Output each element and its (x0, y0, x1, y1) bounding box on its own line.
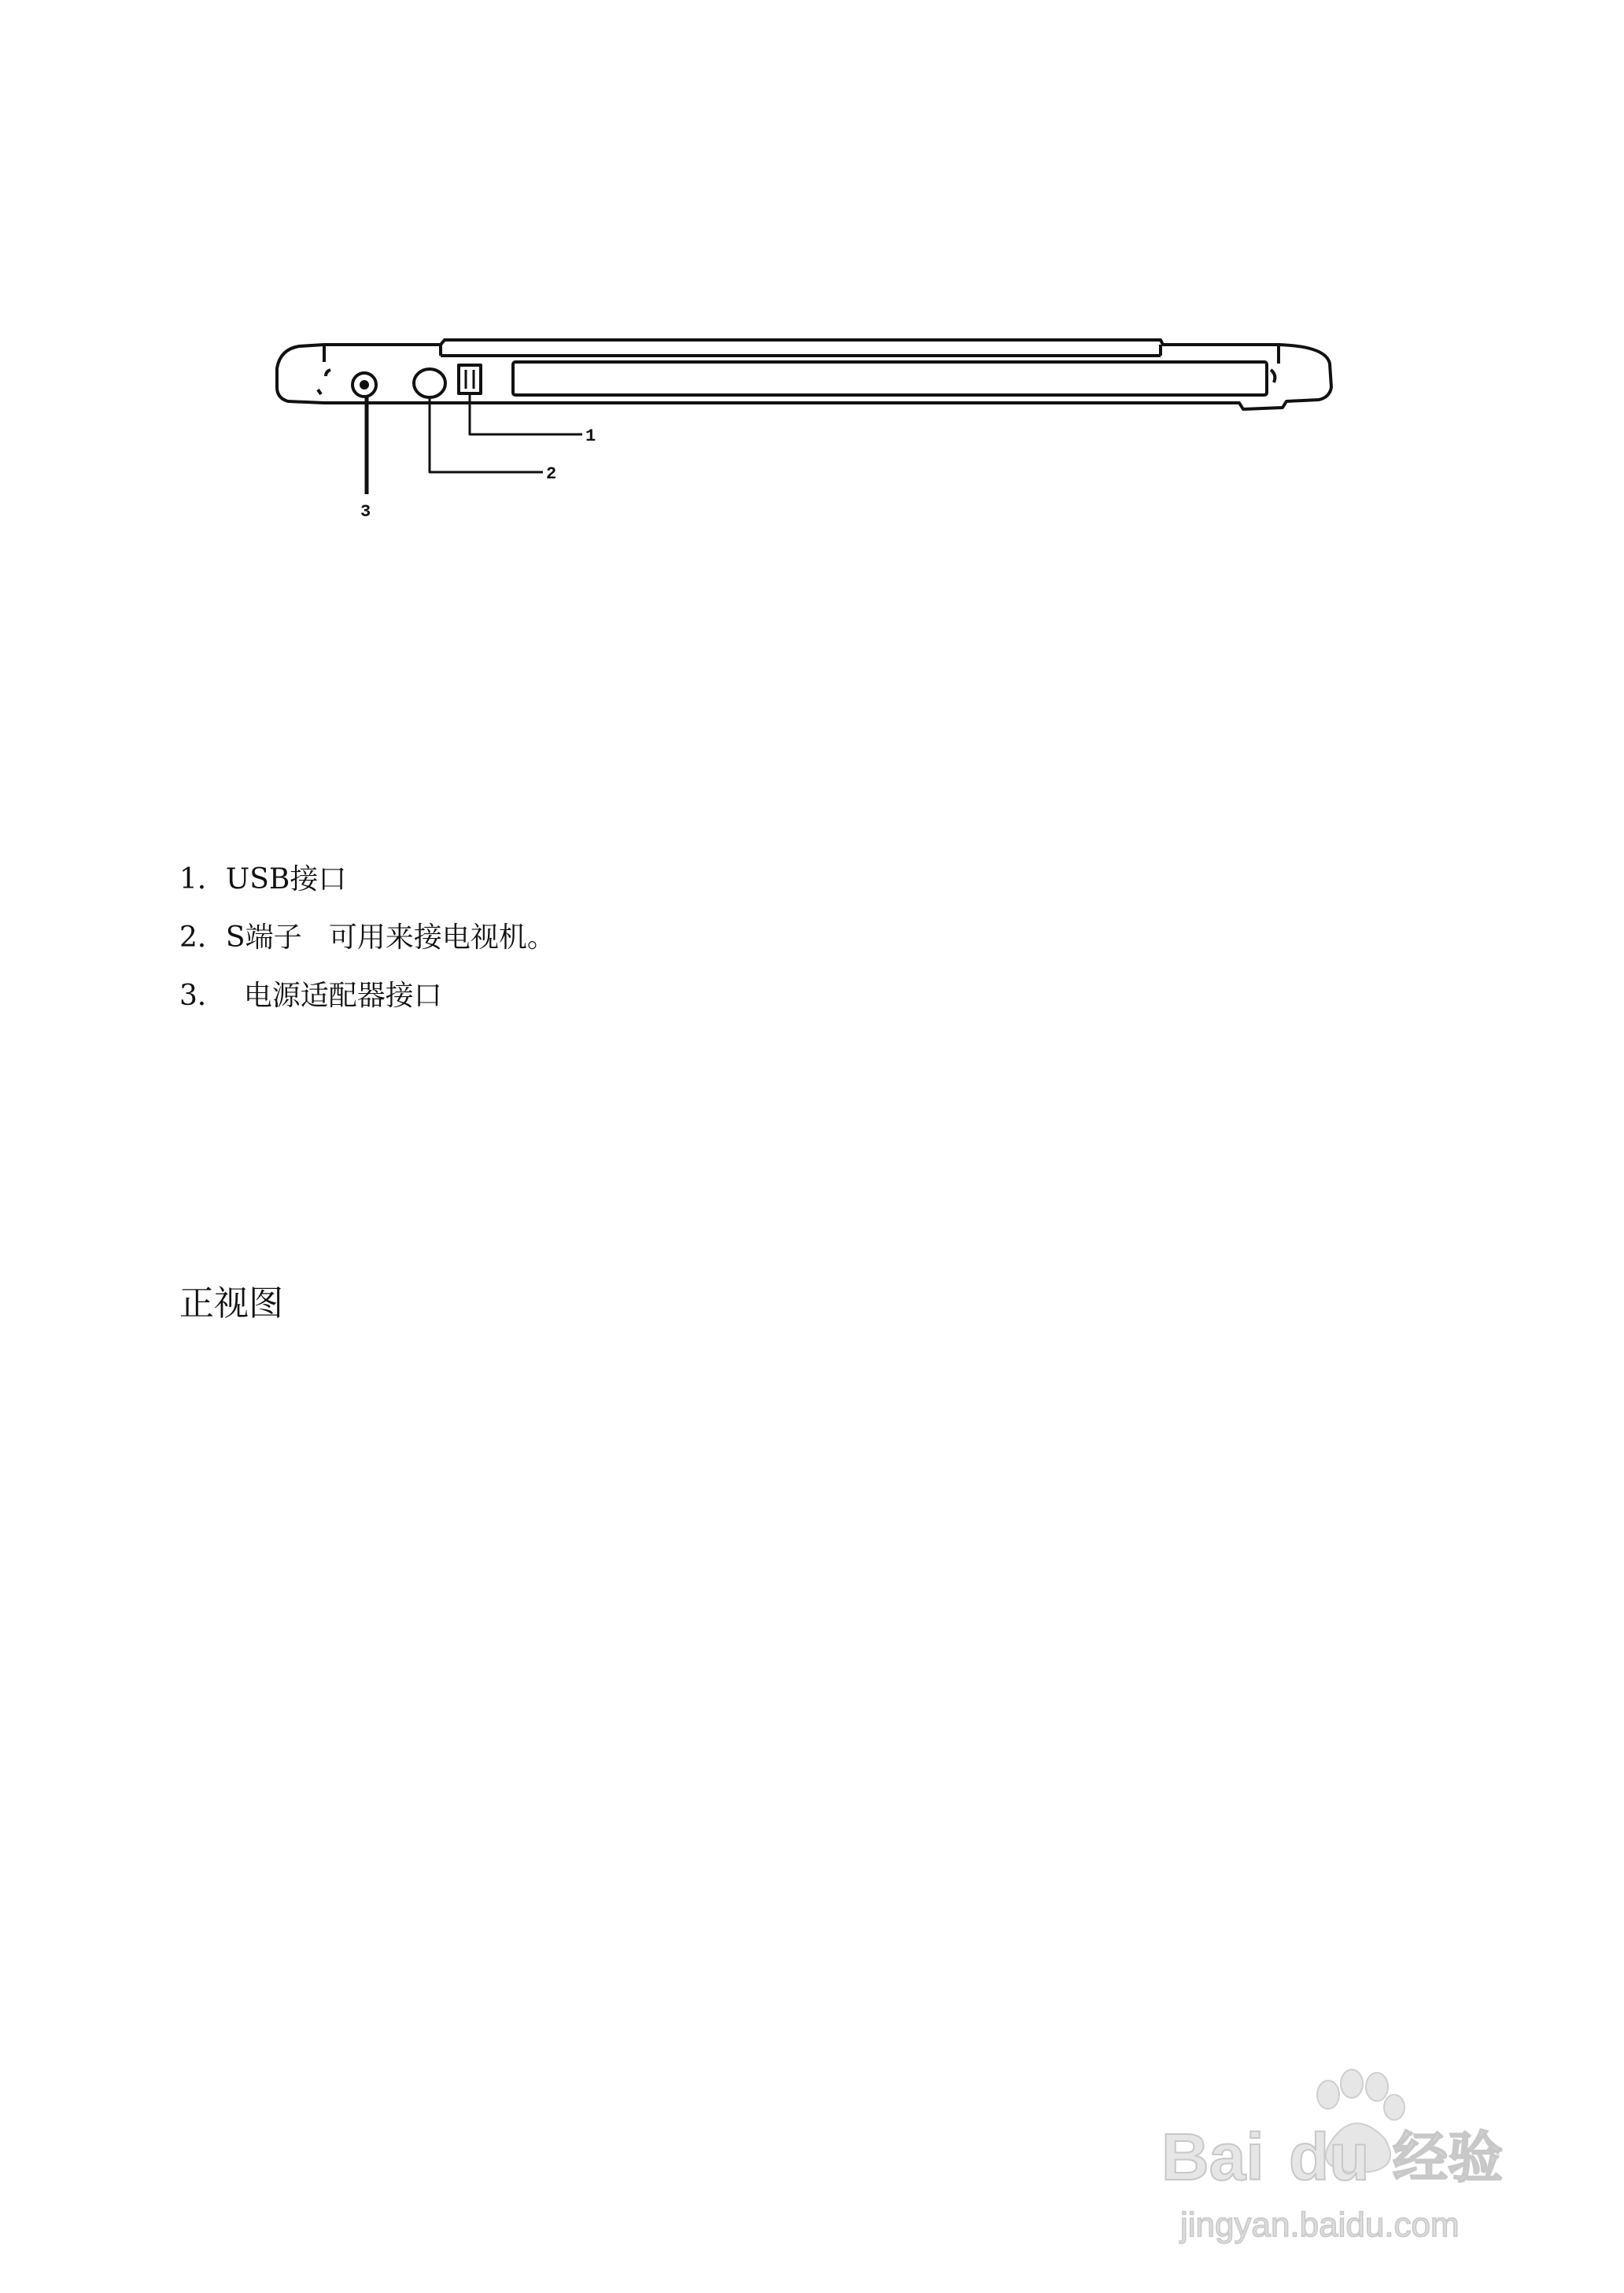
section-title: 正视图 (179, 1283, 283, 1324)
list-item (179, 982, 555, 1010)
paw-toe-4 (1384, 2095, 1404, 2120)
list-item (179, 921, 555, 954)
s-video-port-icon (414, 369, 445, 397)
item-number: 1． (179, 863, 226, 895)
callout-label-2: 2 (546, 464, 557, 484)
callout-line-1 (470, 395, 582, 434)
paw-toe-3 (1366, 2073, 1388, 2101)
item-number: 3． (179, 980, 226, 1012)
item-number: 2． (179, 921, 226, 954)
laptop-body-outline (277, 340, 1331, 409)
paw-toe-2 (1341, 2070, 1363, 2098)
battery-bay (513, 362, 1267, 395)
watermark-brand-cn: 经验 (1393, 2127, 1503, 2188)
watermark-url: jingyan.baidu.com (1180, 2206, 1460, 2244)
port-description-list (179, 863, 555, 1040)
watermark-brand-main: Bai (1161, 2120, 1264, 2194)
left-foot-mark (326, 370, 330, 376)
item-text: USB接口 (225, 863, 347, 895)
usb-port-icon (459, 365, 481, 393)
right-foot-mark (1271, 370, 1275, 382)
callout-label-3: 3 (360, 502, 371, 522)
item-text: 电源适配器接口 (225, 980, 442, 1012)
paw-toe-1 (1317, 2081, 1339, 2109)
laptop-rear-view-diagram (0, 0, 1624, 598)
callout-label-1: 1 (585, 426, 596, 446)
watermark-brand-du: du (1289, 2120, 1370, 2194)
item-text: S端子 可用来接电视机。 (225, 921, 555, 954)
left-corner-mark (318, 390, 321, 394)
list-item (179, 863, 555, 895)
baidu-jingyan-watermark (1149, 2062, 1558, 2266)
